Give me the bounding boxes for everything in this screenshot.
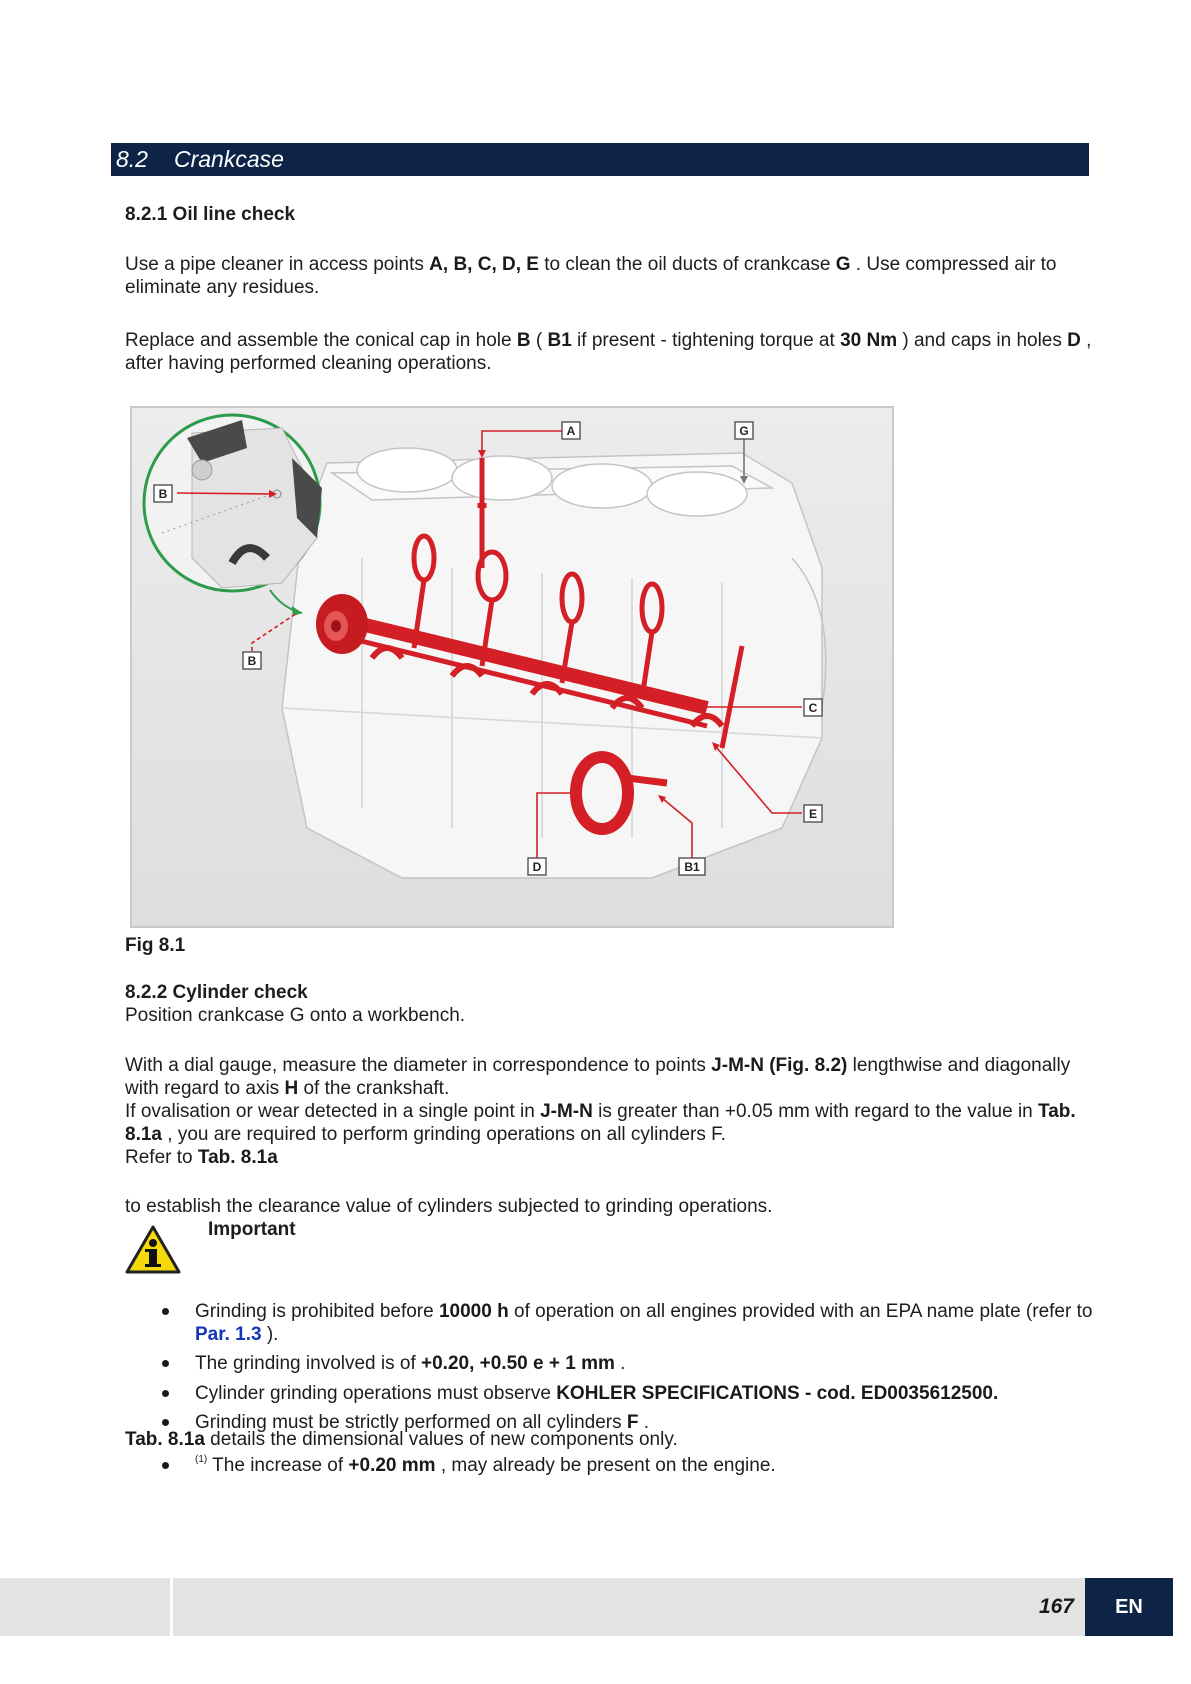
callout-b (243, 652, 261, 669)
callout-g (735, 422, 753, 439)
cylinder-check-paragraph-2: With a dial gauge, measure the diameter in correspondence to points J-M-N (Fig. 8.2) lengthwise and diagonally with regard to axis H of the crankshaft. (125, 1055, 1071, 1100)
page-number: 167 (1038, 1595, 1074, 1618)
list-item: $^{(1)}$ The increase of +0.20 mm , may already be present on the engine. (125, 1454, 1095, 1477)
callout-a (562, 422, 580, 439)
callout-g-label: G (739, 424, 749, 438)
oil-cap-cylinder (316, 594, 368, 654)
engine-block (282, 448, 826, 878)
callout-b-inset (154, 485, 172, 502)
warning-info-icon (124, 1224, 182, 1275)
figure-crankcase-oil-ducts (130, 406, 894, 928)
cylinder-check-paragraph-3: If ovalisation or wear detected in a single point in J-M-N is greater than +0.05 mm with regard to the value in Tab. 8.1a , you are required to perform grinding operations on all cylinders F. (125, 1101, 1076, 1146)
cylinder-check-paragraph-5: to establish the clearance value of cylinders subjected to grinding operations. (125, 1196, 773, 1217)
callout-a-label: A (566, 424, 576, 438)
par-1-3-link[interactable]: Par. 1.3 (195, 1324, 262, 1346)
callout-b1-label: B1 (684, 860, 700, 874)
tab-8-1a-note: Tab. 8.1a details the dimensional values of new components only. (125, 1429, 678, 1450)
section-title: Crankcase (174, 146, 284, 172)
figure-caption: Fig 8.1 (125, 935, 186, 956)
list-item: The grinding involved is of +0.20, +0.50 e + 1 mm . (125, 1352, 1095, 1375)
section-number: 8.2 (116, 146, 148, 172)
oil-check-paragraph-1: Use a pipe cleaner in access points A, B, C, D, E to clean the oil ducts of crankcase G . Use compressed air to eliminate any residues. (125, 254, 1057, 299)
oil-line-check-heading: 8.2.1 Oil line check (125, 204, 296, 225)
oil-check-paragraph-2: Replace and assemble the conical cap in hole B ( B1 if present - tightening torque at 30 Nm ) and caps in holes D , after having performed cleaning operations. (125, 330, 1092, 375)
list-item: Cylinder grinding operations must observe KOHLER SPECIFICATIONS - cod. ED0035612500. (125, 1382, 1095, 1405)
grinding-bullet-list (125, 1300, 1095, 1440)
cylinder-check-heading: 8.2.2 Cylinder check (125, 982, 308, 1003)
list-item: Grinding is prohibited before 10000 h of operation on all engines provided with an EPA name plate (refer to Par. 1.3 ). (125, 1300, 1095, 1346)
callout-e-label: E (808, 807, 818, 821)
list-item: Grinding must be strictly performed on all cylinders F . (125, 1411, 1095, 1434)
section-header (111, 143, 1089, 176)
callout-d (528, 858, 546, 875)
important-label: Important (208, 1219, 296, 1240)
callout-c-label: C (808, 701, 818, 715)
inset-detail-circle (144, 415, 322, 591)
footnote-list (125, 1454, 1095, 1483)
callout-c (804, 699, 822, 716)
callout-d-label: D (532, 860, 542, 874)
cylinder-check-paragraph-1: Position crankcase G onto a workbench. (125, 1005, 466, 1026)
footer-left-panel (0, 1578, 170, 1636)
callout-b-label: B (247, 654, 257, 668)
crankcase-illustration (132, 408, 892, 926)
footer-bar (173, 1578, 1085, 1636)
callout-e (804, 805, 822, 822)
language-badge: EN (1085, 1578, 1173, 1636)
callout-b1 (679, 858, 705, 875)
cylinder-check-paragraph-4: Refer to Tab. 8.1a (125, 1147, 278, 1168)
callout-b-inset-label: B (158, 487, 168, 501)
